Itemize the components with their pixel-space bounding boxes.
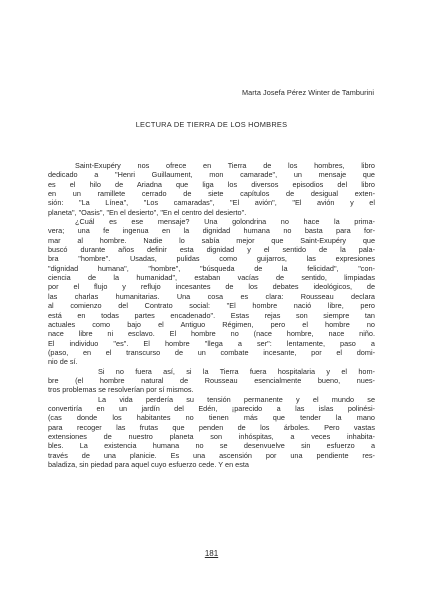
text-line: (paso, en el transcurso de un combate incesante, por el domi- bbox=[48, 347, 375, 357]
text-line: al comienzo del Contrato social: "El hombre nació libre, pero bbox=[48, 301, 375, 311]
text-line: convertiría en un jardín del Edén, ¡parecido a las islas polinési- bbox=[48, 403, 375, 413]
text-line: nace libre ni esclavo. El hombre no (nace hombre, nace niño. bbox=[48, 329, 375, 339]
text-line: bre (el hombre natural de Rousseau esencialmente bueno, nues- bbox=[48, 375, 375, 385]
text-line: bles. La existencia humana no se desenvuelve sin esfuerzo a bbox=[48, 441, 375, 451]
text-line: Si no fuera así, si la Tierra fuera hospitalaria y el hom- bbox=[98, 366, 375, 376]
text-line: nio de sí. bbox=[48, 357, 78, 367]
text-line: por el flujo y reflujo incesantes de los debates ideológicos, de bbox=[48, 282, 375, 292]
text-line: para recoger las frutas que penden de los árboles. Pero vastas bbox=[48, 422, 375, 432]
page-number: 181 bbox=[204, 549, 219, 558]
text-line: ciencia de la humanidad", estaban vacías de sentido, limpiadas bbox=[48, 273, 375, 283]
text-line: tros problemas se resolverían por sí mismos. bbox=[48, 385, 194, 395]
text-line: es el hilo de Ariadna que liga los diversos episodios del libro bbox=[48, 179, 375, 189]
text-line: "dignidad humana", "hombre", "búsqueda de la felicidad", "con- bbox=[48, 263, 375, 273]
text-line: La vida perdería su tensión permanente y el mundo se bbox=[98, 394, 375, 404]
text-line: planeta", "Oasis", "En el desierto", "En el centro del desierto". bbox=[48, 207, 247, 217]
text-line: través de una planicie. Es una ascensión por una pendiente res- bbox=[48, 450, 375, 460]
text-line: bra "hombre". Usadas, pulidas como guijarros, las expresiones bbox=[48, 254, 375, 264]
author-header: Marta Josefa Pérez Winter de Tamburini bbox=[242, 88, 374, 97]
text-line: buscó durante años definir esta dignidad y el sentido de la pala- bbox=[48, 245, 375, 255]
text-line: en un ramillete cerrado de siete capítulos de desigual exten- bbox=[48, 189, 375, 199]
paragraph bbox=[48, 367, 375, 395]
text-line: mar al hombre. Nadie lo sabía mejor que Saint-Exupéry que bbox=[48, 235, 375, 245]
text-line: dedicado a "Henri Guillaument, mon camarade", un mensaje que bbox=[48, 170, 375, 180]
text-line: actuales como bajo el Antiguo Régimen, pero el hombre no bbox=[48, 319, 375, 329]
paragraph bbox=[48, 395, 375, 470]
text-line: las charlas humanitarias. Una cosa es clara: Rousseau declara bbox=[48, 291, 375, 301]
text-line: sión: "La Línea", "Los camaradas", "El avión", "El avión y el bbox=[48, 198, 375, 208]
article-title: LECTURA DE TIERRA DE LOS HOMBRES bbox=[135, 120, 288, 129]
article-body bbox=[48, 161, 375, 469]
text-line: Saint-Exupéry nos ofrece en Tierra de los hombres, libro bbox=[75, 161, 375, 170]
text-line: está en todas partes encadenado". Estas rejas son siempre tan bbox=[48, 310, 375, 320]
text-line: vera; una fe ingenua en la dignidad humana no basta para for- bbox=[48, 226, 375, 236]
text-line: baladiza, sin piedad para aquel cuyo esfuerzo cede. Y en esta bbox=[48, 460, 249, 469]
text-line: extensiones de nuestro planeta son inhóspitas, a veces inhabita- bbox=[48, 431, 375, 441]
text-line: (cas donde los habitantes no tienen más que tender la mano bbox=[48, 413, 375, 423]
text-line: El individuo "es". El hombre "llega a ser": lentamente, paso a bbox=[48, 338, 375, 348]
paragraph bbox=[48, 161, 375, 217]
paragraph bbox=[48, 217, 375, 367]
text-line: ¿Cuál es ese mensaje? Una golondrina no hace la prima- bbox=[75, 217, 375, 227]
